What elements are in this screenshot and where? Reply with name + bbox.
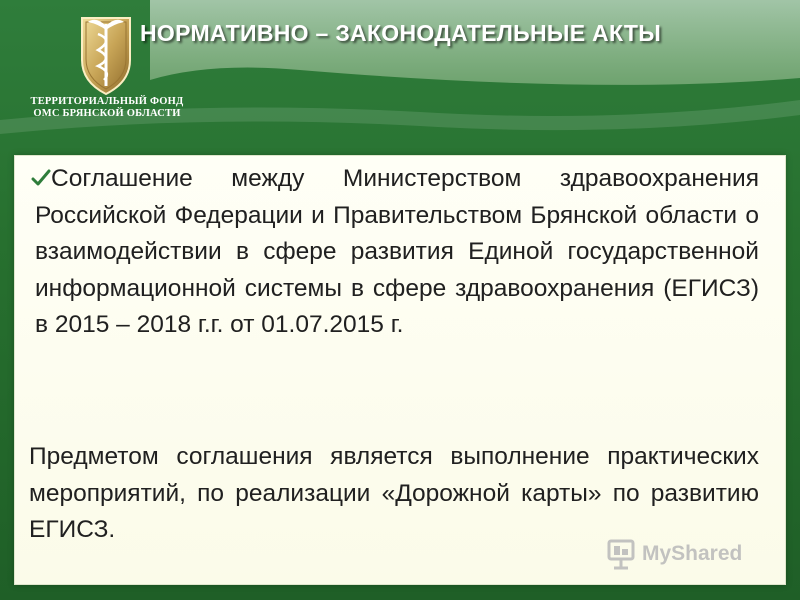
agreement-paragraph: Соглашение между Министерством здравоохранения Российской Федерации и Правительством Брянской области о взаимодействии в сфере развития Единой государственной информационной системы в сфере здравоохранения (ЕГИСЗ) в 2015 – 2018 г.г. от 01.07.2015 г. [35,165,759,338]
subject-paragraph: Предметом соглашения является выполнение практических мероприятий, по реализации «Дорожной карты» по развитию ЕГИСЗ. [29,443,759,543]
org-name-line2: ОМС БРЯНСКОЙ ОБЛАСТИ [33,108,181,119]
content-panel [14,155,786,585]
caduceus-shield-icon [76,10,136,96]
org-name-line1: ТЕРРИТОРИАЛЬНЫЙ ФОНД [30,96,184,107]
watermark-text: MyShared [642,542,743,565]
presentation-icon [606,538,636,570]
slide-title: НОРМАТИВНО – ЗАКОНОДАТЕЛЬНЫЕ АКТЫ [140,20,662,46]
org-name [22,96,192,120]
watermark [606,536,742,572]
